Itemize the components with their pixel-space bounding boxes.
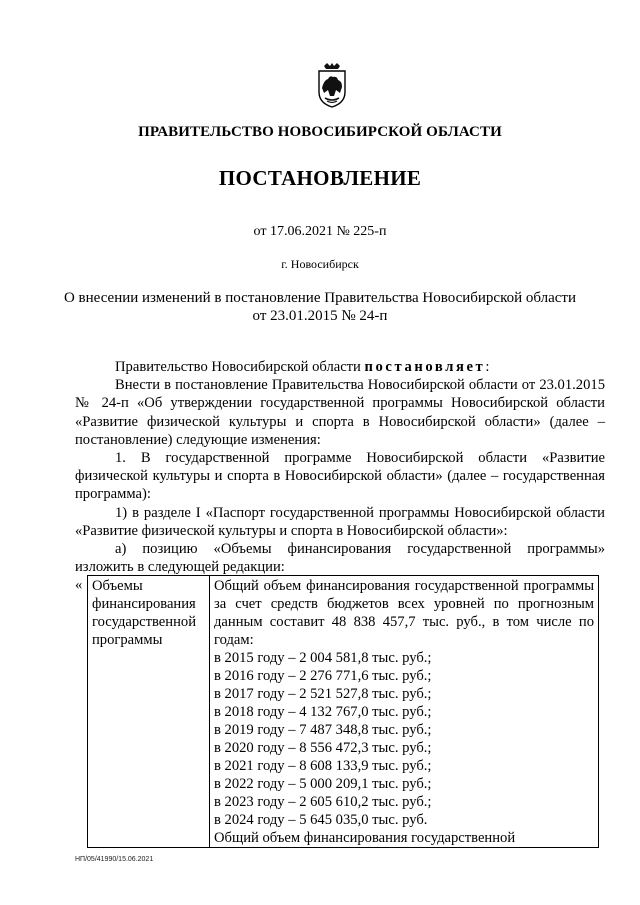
body-paragraph-4: 1) в разделе I «Паспорт государственной программы Новосибирской области «Развитие физической культуры и спорта в Новосибирской области»: (75, 504, 605, 539)
year-line: в 2021 году – 8 608 133,9 тыс. руб.; (214, 758, 432, 774)
body-p1-spaced-word: постановляет (364, 359, 486, 375)
year-line: в 2023 году – 2 605 610,2 тыс. руб.; (214, 794, 432, 810)
table-opening-quote: « (75, 577, 83, 593)
body-paragraph-2: Внести в постановление Правительства Новосибирской области от 23.01.2015 № 24-п «Об утверждении государственной программы Новосибирской области «Развитие физической культуры и спорта в Новосибирской области» (далее – постановление) следующие изменения: (75, 377, 605, 448)
table-row (88, 576, 599, 848)
financing-tail: Общий объем финансирования государственной (214, 830, 516, 846)
body-paragraph-1 (75, 358, 605, 376)
subject-line-1: О внесении изменений в постановление Правительства Новосибирской области (63, 290, 577, 306)
footer-code: НП/05/41990/15.06.2021 (75, 856, 154, 863)
year-line: в 2019 году – 7 487 348,8 тыс. руб.; (214, 722, 432, 738)
year-line: в 2017 году – 2 521 527,8 тыс. руб.; (214, 686, 432, 702)
document-type-title: ПОСТАНОВЛЕНИЕ (218, 166, 422, 190)
coat-of-arms-icon (316, 62, 348, 108)
body-p1-prefix: Правительство Новосибирской области (115, 359, 365, 375)
year-line: в 2024 году – 5 645 035,0 тыс. руб. (214, 812, 428, 828)
year-line: в 2018 году – 4 132 767,0 тыс. руб.; (214, 704, 432, 720)
year-line: в 2015 году – 2 004 581,8 тыс. руб.; (214, 650, 432, 666)
subject-line-2: от 23.01.2015 № 24-п (252, 308, 388, 324)
year-line: в 2016 году – 2 276 771,6 тыс. руб.; (214, 668, 432, 684)
government-title: ПРАВИТЕЛЬСТВО НОВОСИБИРСКОЙ ОБЛАСТИ (138, 124, 502, 140)
city: г. Новосибирск (281, 257, 359, 271)
year-line: в 2022 году – 5 000 209,1 тыс. руб.; (214, 776, 432, 792)
date-and-number: от 17.06.2021 № 225-п (253, 224, 387, 239)
year-line: в 2020 году – 8 556 472,3 тыс. руб.; (214, 740, 432, 756)
document-body (75, 358, 605, 576)
table-cell-value (210, 576, 599, 848)
financing-intro: Общий объем финансирования государственной программы за счет средств бюджетов всех уровней по прогнозным данным составит 48 838 457,7 тыс. руб., в том числе по годам: (214, 578, 594, 648)
body-paragraph-5: а) позицию «Объемы финансирования государственной программы» изложить в следующей редакции: (75, 541, 605, 576)
financing-table (87, 575, 599, 848)
body-paragraph-3: 1. В государственной программе Новосибирской области «Развитие физической культуры и спорта в Новосибирской области» (далее – государственная программа): (75, 450, 605, 503)
table-cell-label: Объемы финансирования государственной программы (88, 576, 210, 848)
body-p1-suffix: : (485, 359, 490, 375)
document-subject (40, 289, 600, 325)
